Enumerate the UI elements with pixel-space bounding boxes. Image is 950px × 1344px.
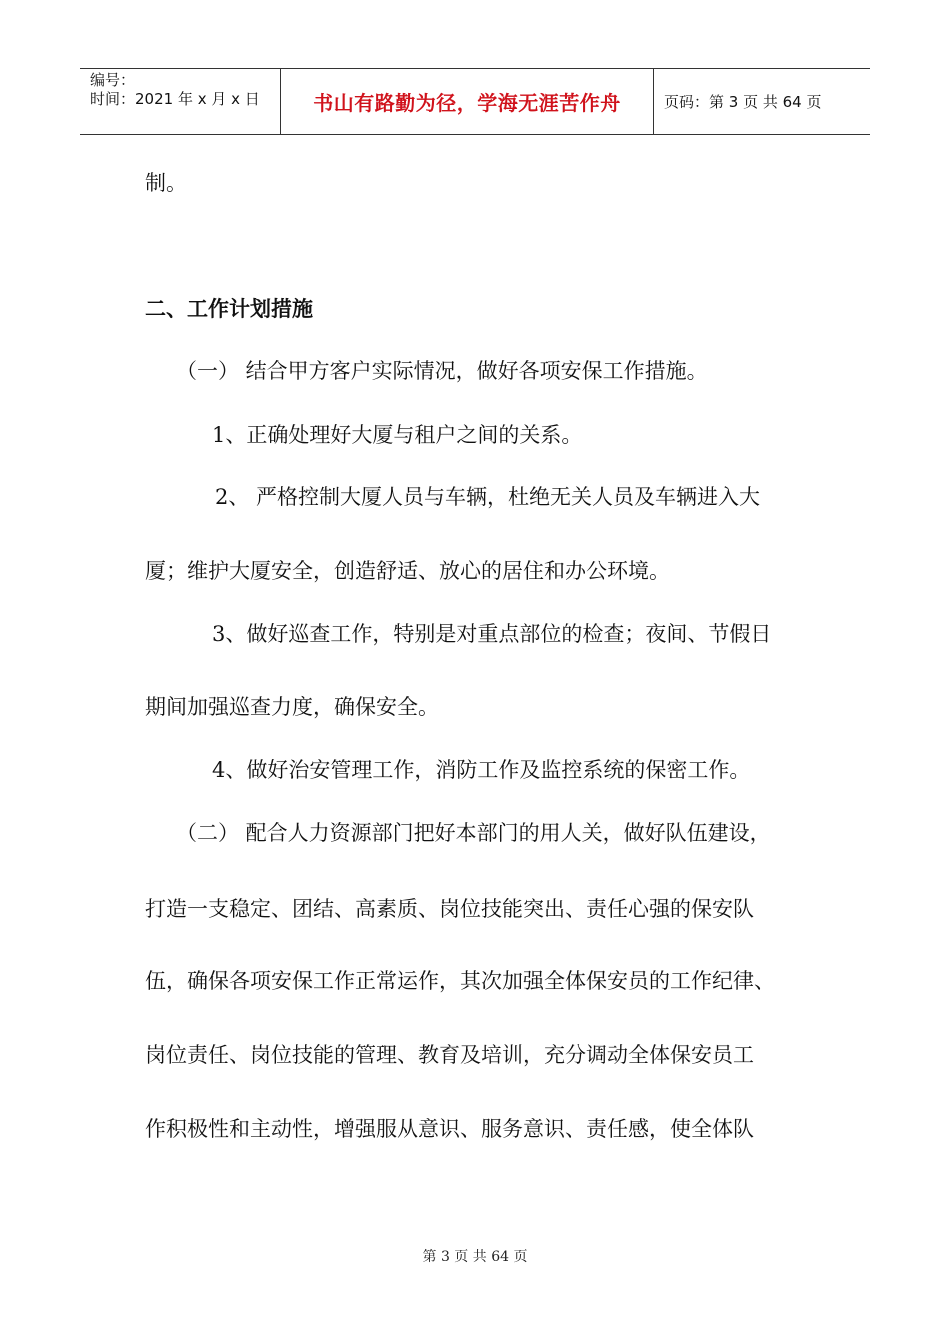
header-motto: 书山有路勤为径，学海无涯苦作舟 bbox=[281, 69, 654, 134]
header-page-info: 页码：第 3 页 共 64 页 bbox=[664, 93, 822, 111]
paragraph-line: 伍，确保各项安保工作正常运作，其次加强全体保安员的工作纪律、 bbox=[145, 969, 775, 993]
serial-number-label: 编号： bbox=[90, 71, 136, 89]
paragraph-line: 作积极性和主动性，增强服从意识、服务意识、责任感，使全体队 bbox=[145, 1117, 754, 1141]
list-item: 2、 严格控制大厦人员与车辆，杜绝无关人员及车辆进入大 bbox=[215, 485, 761, 509]
document-header bbox=[80, 68, 870, 135]
paragraph-line: （一） 结合甲方客户实际情况，做好各项安保工作措施。 bbox=[176, 359, 708, 383]
paragraph-line: 厦；维护大厦安全，创造舒适、放心的居住和办公环境。 bbox=[145, 559, 670, 583]
paragraph-line: 期间加强巡查力度，确保安全。 bbox=[145, 695, 439, 719]
list-item: 4、做好治安管理工作，消防工作及监控系统的保密工作。 bbox=[212, 758, 751, 782]
section-heading: 二、工作计划措施 bbox=[145, 297, 313, 321]
header-meta bbox=[80, 69, 281, 134]
paragraph-line: 制。 bbox=[145, 171, 187, 195]
paragraph-line: （二） 配合人力资源部门把好本部门的用人关，做好队伍建设， bbox=[176, 821, 771, 845]
page-footer: 第 3 页 共 64 页 bbox=[422, 1249, 528, 1265]
date-line: 时间：2021 年 x 月 x 日 bbox=[90, 90, 260, 108]
paragraph-line: 岗位责任、岗位技能的管理、教育及培训，充分调动全体保安员工 bbox=[145, 1043, 754, 1067]
list-item: 1、正确处理好大厦与租户之间的关系。 bbox=[212, 423, 583, 447]
paragraph-line: 打造一支稳定、团结、高素质、岗位技能突出、责任心强的保安队 bbox=[145, 897, 754, 921]
list-item: 3、做好巡查工作，特别是对重点部位的检查；夜间、节假日 bbox=[212, 622, 772, 646]
